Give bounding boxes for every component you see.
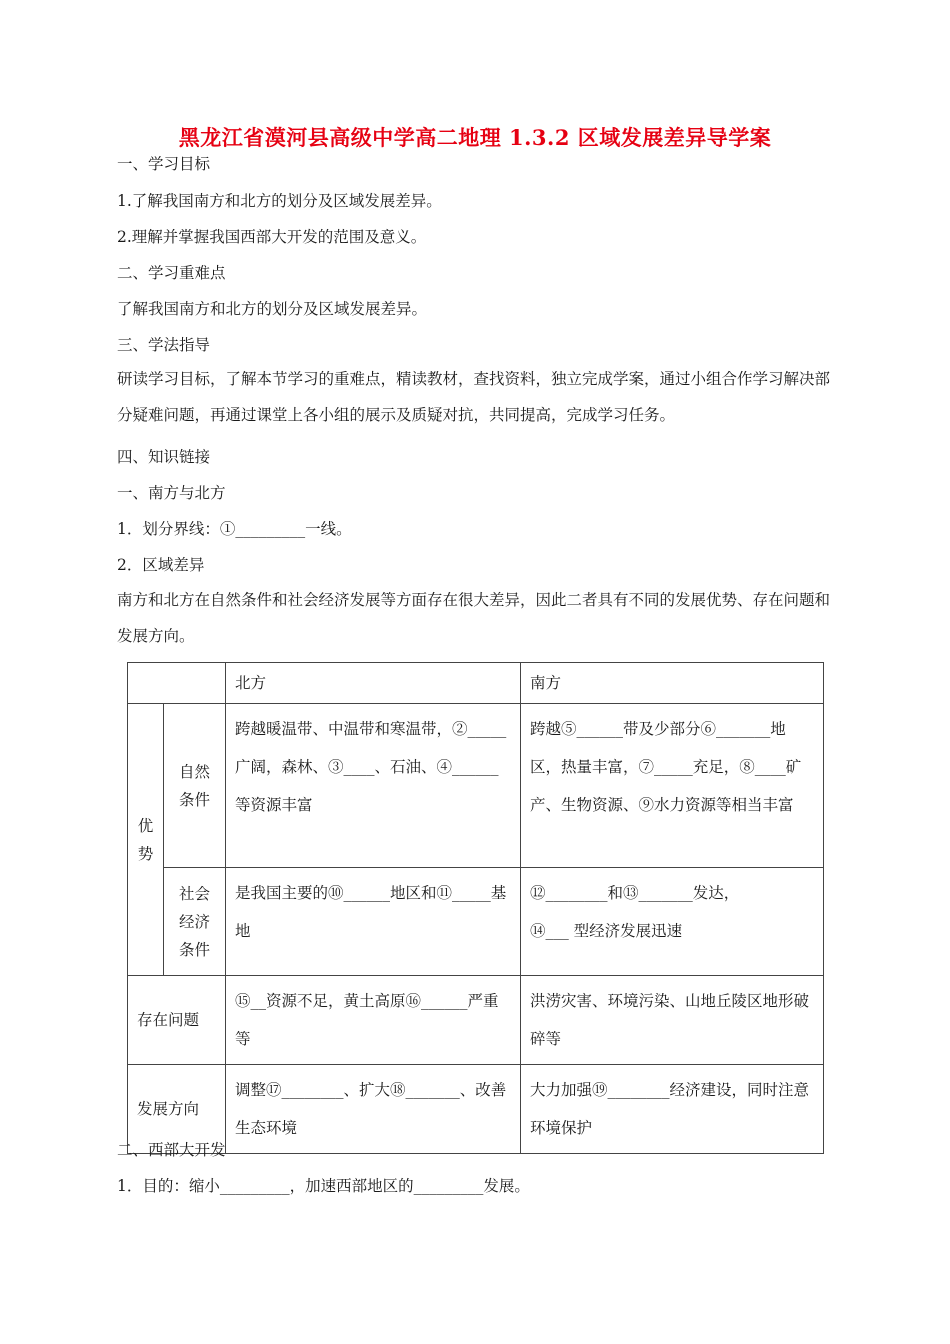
regional-difference-heading: 2．区域差异 xyxy=(117,556,205,574)
document-title: 黑龙江省漠河县高级中学高二地理 1.3.2 区域发展差异导学案 xyxy=(178,125,772,150)
social-south-line-2: ⑭___ 型经济发展迅速 xyxy=(530,922,683,940)
table-row-direction xyxy=(128,1065,824,1154)
method-paragraph: 研读学习目标，了解本节学习的重难点，精读教材，查找资料，独立完成学案，通过小组合作学习解决部分疑难问题，再通过课堂上各小组的展示及质疑对抗，共同提高，完成学习任务。 xyxy=(117,370,831,424)
natural-north-cell: 跨越暖温带、中温带和寒温带，②_____广阔，森林、③____、石油、④______等资源丰富 xyxy=(226,704,521,868)
key-point-text: 了解我国南方和北方的划分及区域发展差异。 xyxy=(117,300,428,318)
part-heading-west-development: 二、西部大开发 xyxy=(117,1141,226,1159)
section-heading-method: 三、学法指导 xyxy=(117,336,211,354)
table-row-social xyxy=(128,868,824,976)
natural-conditions-label: 自然条件 xyxy=(164,704,226,868)
goal-item-2: 2.理解并掌握我国西部大开发的范围及意义。 xyxy=(117,228,427,246)
advantage-label: 优势 xyxy=(128,704,164,976)
natural-south-cell: 跨越⑤______带及少部分⑥_______地区，热量丰富，⑦_____充足，⑧____矿产、生物资源、⑨水力资源等相当丰富 xyxy=(521,704,824,868)
direction-north-cell: 调整⑰________、扩大⑱_______、改善生态环境 xyxy=(226,1065,521,1154)
section-heading-knowledge: 四、知识链接 xyxy=(117,448,211,466)
section-heading-goals: 一、学习目标 xyxy=(117,155,211,173)
table-row-problems xyxy=(128,976,824,1065)
comparison-table xyxy=(127,662,824,1154)
table-header-row xyxy=(128,663,824,704)
problems-south-cell: 洪涝灾害、环境污染、山地丘陵区地形破碎等 xyxy=(521,976,824,1065)
social-conditions-label: 社会经济条件 xyxy=(164,868,226,976)
social-south-cell xyxy=(521,868,824,976)
social-south-line-1: ⑫________和⑬_______发达， xyxy=(530,884,740,902)
difference-paragraph: 南方和北方在自然条件和社会经济发展等方面存在很大差异，因此二者具有不同的发展优势、存在问题和发展方向。 xyxy=(117,591,831,645)
social-north-cell: 是我国主要的⑩______地区和⑪_____基地 xyxy=(226,868,521,976)
direction-label: 发展方向 xyxy=(128,1065,226,1154)
purpose-question: 1．目的：缩小_________，加速西部地区的_________发展。 xyxy=(117,1177,530,1195)
part-heading-south-north: 一、南方与北方 xyxy=(117,484,226,502)
goal-item-1: 1.了解我国南方和北方的划分及区域发展差异。 xyxy=(117,192,442,210)
problems-north-cell: ⑮__资源不足，黄土高原⑯______严重等 xyxy=(226,976,521,1065)
direction-south-cell: 大力加强⑲________经济建设，同时注意环境保护 xyxy=(521,1065,824,1154)
boundary-question: 1．划分界线：①_________一线。 xyxy=(117,520,352,538)
header-north: 北方 xyxy=(226,663,521,704)
section-heading-key-points: 二、学习重难点 xyxy=(117,264,226,282)
table-corner-cell xyxy=(128,663,226,704)
table-row-natural xyxy=(128,704,824,868)
problems-label: 存在问题 xyxy=(128,976,226,1065)
header-south: 南方 xyxy=(521,663,824,704)
